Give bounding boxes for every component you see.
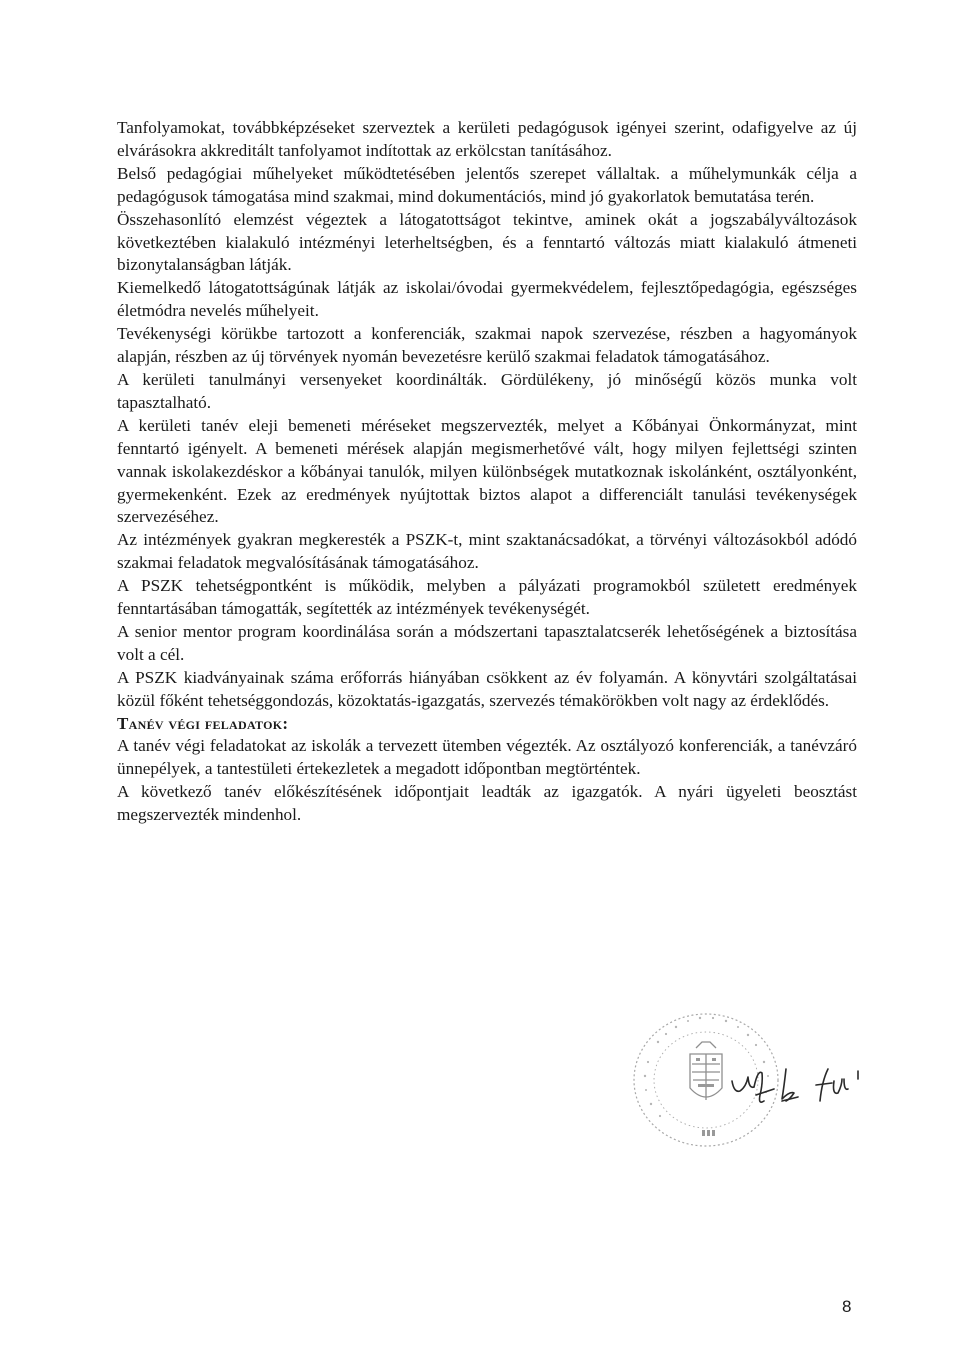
paragraph-measurements: A kerületi tanév eleji bemeneti méréseket megszervezték, melyet a Kőbányai Önkormányzat, mint fenntartó igényelt. A bemeneti mérések alapján megismerhetővé vált, hogy milyen fejlettségi szinten vannak iskolakezdéskor a kőbányai tanulók, milyen különbségek mutatkoznak iskolánként, osztályonként, gyermekenként. Ezek az eredmények nyújtottak biztos alapot a differenciált tanulási tevékenységek szervezéséhez. <box>117 415 857 527</box>
paragraph-comparison: Összehasonlító elemzést végeztek a látogatottságot tekintve, aminek okát a jogszabályváltozások következtében kialakuló intézményi leterheltségben, és a fenntartó változás miatt kialakuló átmeneti bizonytalanságban látják. <box>117 209 857 275</box>
signature <box>728 1055 868 1125</box>
paragraph-publications: A PSZK kiadványainak száma erőforrás hiányában csökkent az év folyamán. A könyvtári szolgáltatásai közül főként tehetséggondozás, közoktatás-igazgatás, szervezés témakörökben volt nagy az érdeklődés. <box>117 667 857 710</box>
paragraph-competitions: A kerületi tanulmányi versenyeket koordinálták. Gördülékeny, jó minőségű közös munka volt tapasztalható. <box>117 369 857 412</box>
page-number: 8 <box>842 1297 852 1316</box>
paragraph-workshops: Belső pedagógiai műhelyeket működtetésében jelentős szerepet vállaltak. a műhelymunkák célja a pedagógusok támogatása mind szakmai, mind dokumentációs, mind jó gyakorlatok bemutatása terén. <box>117 163 857 206</box>
paragraph-next-year: A következő tanév előkészítésének időpontjait leadták az igazgatók. A nyári ügyeleti beosztást megszervezték mindenhol. <box>117 782 857 825</box>
document-body <box>117 117 857 827</box>
paragraph-consulting: Az intézmények gyakran megkeresték a PSZK-t, mint szaktanácsadókat, a törvényi változásokból adódó szakmai feladatok megvalósításának támogatásához. <box>117 530 857 573</box>
section-heading: Tanév végi feladatok: <box>117 713 289 733</box>
handwritten-signature-icon <box>728 1055 868 1125</box>
paragraph-conferences: Tevékenységi körükbe tartozott a konferenciák, szakmai napok szervezése, részben a hagyományok alapján, részben az új törvények nyomán bevezetésre kerülő szakmai feladatok támogatásához. <box>117 324 857 367</box>
paragraph-year-end: A tanév végi feladatokat az iskolák a tervezett ütemben végezték. Az osztályozó konferenciák, a tanévzáró ünnepélyek, a tantestületi értekezletek a megadott időpontban megtörténtek. <box>117 736 857 779</box>
paragraph-attendance: Kiemelkedő látogatottságúnak látják az iskolai/óvodai gyermekvédelem, fejlesztőpedagógia, egészséges életmódra nevelés műhelyeit. <box>117 278 857 321</box>
paragraph-talent-point: A PSZK tehetségpontként is működik, melyben a pályázati programokból született eredmények fenntartásában támogatták, segítették az intézmények tevékenységét. <box>117 576 857 619</box>
paragraph-training: Tanfolyamokat, továbbképzéseket szerveztek a kerületi pedagógusok igényei szerint, odafigyelve az új elvárásokra akkreditált tanfolyamot indítottak az erkölcstan tanításához. <box>117 118 857 160</box>
paragraph-mentor: A senior mentor program koordinálása során a módszertani tapasztalatcserék lehetőségének a biztosítása volt a cél. <box>117 621 857 664</box>
